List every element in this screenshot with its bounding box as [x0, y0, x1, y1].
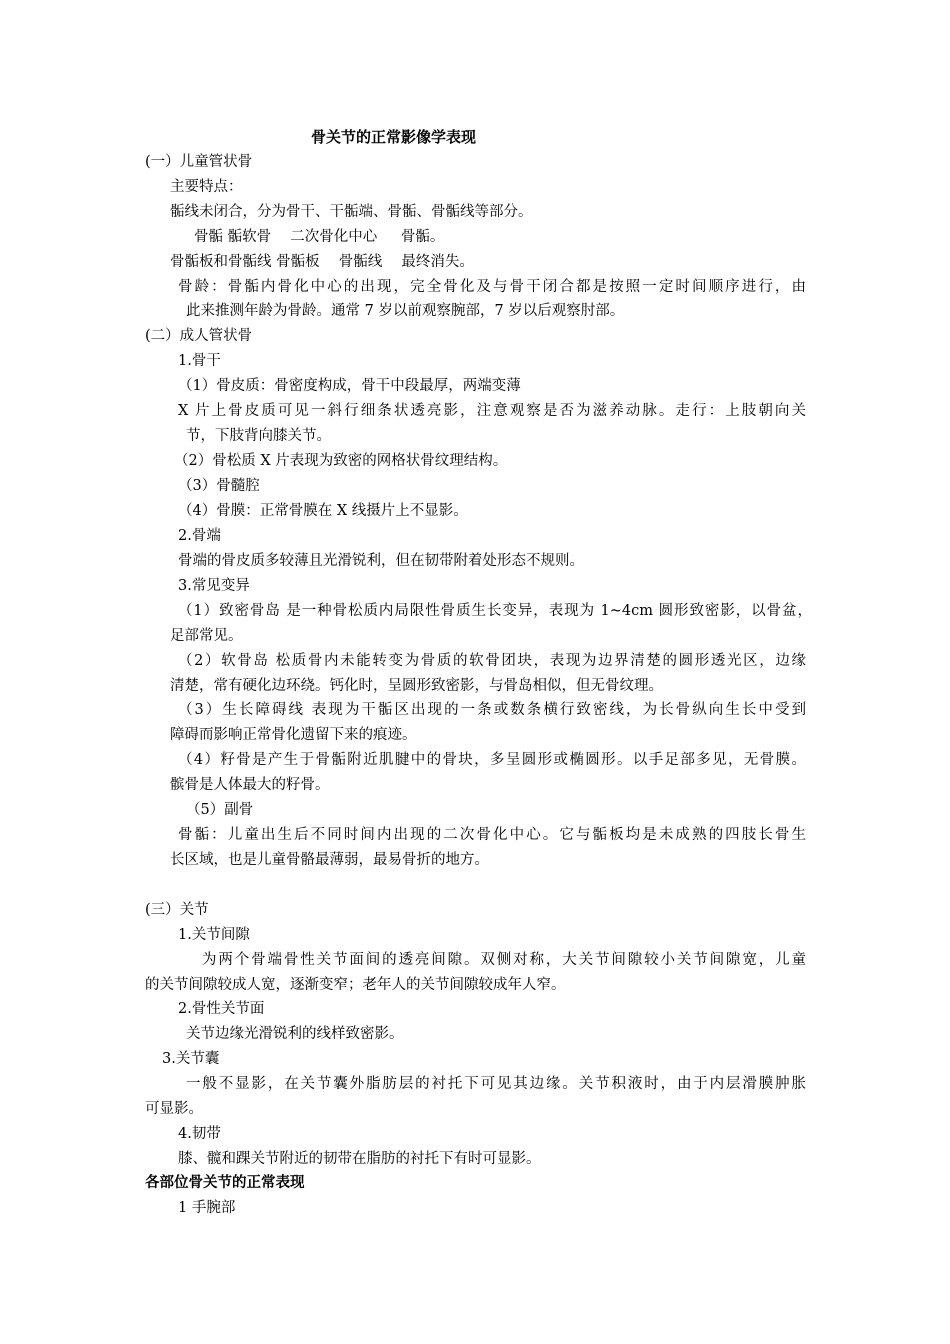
text-line: 一般不显影，在关节囊外脂肪层的衬托下可见其边缘。关节积液时，由于内层滑膜肿胀: [186, 1076, 806, 1092]
text-line: 骨骺 骺软骨 二次骨化中心 骨骺。: [194, 229, 445, 245]
text-line: 障碍而影响正常骨化遗留下来的痕迹。: [170, 727, 417, 743]
text-line: （4）籽骨是产生于骨骺附近肌腱中的骨块，多呈圆形或椭圆形。以手足部多见，无骨膜。: [178, 752, 806, 768]
text-line: 骨端的骨皮质多较薄且光滑锐利，但在韧带附着处形态不规则。: [178, 553, 584, 569]
text-line: 骨龄：骨骺内骨化中心的出现，完全骨化及与骨干闭合都是按照一定时间顺序进行，由: [178, 279, 806, 295]
text-line: 髌骨是人体最大的籽骨。: [170, 777, 330, 793]
section-heading: (三）关节: [145, 902, 209, 918]
subheading: 3.常见变异: [178, 578, 250, 594]
section-heading: (一）儿童管状骨: [145, 154, 253, 170]
text-line: 膝、髋和踝关节附近的韧带在脂肪的衬托下有时可显影。: [178, 1151, 541, 1167]
text-line: X 片上骨皮质可见一斜行细条状透亮影，注意观察是否为滋养动脉。走行：上肢朝向关: [178, 403, 806, 419]
document-title: 骨关节的正常影像学表现: [311, 128, 477, 146]
text-line: 主要特点：: [170, 179, 243, 195]
text-line: 骨骺板和骨骺线 骨骺板 骨骺线 最终消失。: [170, 254, 474, 270]
text-line: （1）致密骨岛 是一种骨松质内局限性骨质生长变异，表现为 1~4cm 圆形致密影，以骨盆，: [178, 603, 812, 619]
text-line: 为两个骨端骨性关节面间的透亮间隙。双侧对称，大关节间隙较小关节间隙宽，儿童: [202, 952, 806, 968]
subheading: 1 手腕部: [178, 1200, 236, 1216]
subheading: 4.韧带: [178, 1126, 221, 1142]
text-line: 长区域，也是儿童骨骼最薄弱，最易骨折的地方。: [170, 852, 489, 868]
section-heading: (二）成人管状骨: [145, 328, 253, 344]
text-line: （5）副骨: [186, 802, 254, 818]
text-line: 节，下肢背向膝关节。: [186, 428, 331, 444]
subheading: 2.骨端: [178, 528, 221, 544]
text-line: 关节边缘光滑锐利的线样致密影。: [186, 1026, 404, 1042]
text-line: （1）骨皮质：骨密度构成，骨干中段最厚，两端变薄: [178, 378, 521, 394]
subheading: 2.骨性关节面: [178, 1001, 265, 1017]
subheading: 1.骨干: [178, 353, 221, 369]
text-line: （4）骨膜：正常骨膜在 X 线摄片上不显影。: [178, 503, 468, 519]
text-line: （3）生长障碍线 表现为干骺区出现的一条或数条横行致密线，为长骨纵向生长中受到: [178, 702, 806, 718]
text-line: （2）骨松质 X 片表现为致密的网格状骨纹理结构。: [174, 453, 508, 469]
text-line: 骨骺：儿童出生后不同时间内出现的二次骨化中心。它与骺板均是未成熟的四肢长骨生: [178, 827, 806, 843]
text-line: 清楚，常有硬化边环绕。钙化时，呈圆形致密影，与骨岛相似，但无骨纹理。: [170, 678, 663, 694]
section-heading: 各部位骨关节的正常表现: [145, 1174, 305, 1191]
subheading: 3.关节囊: [162, 1051, 220, 1067]
text-line: 可显影。: [145, 1101, 203, 1117]
text-line: 足部常见。: [170, 628, 243, 644]
subheading: 1.关节间隙: [178, 927, 250, 943]
text-line: 骺线未闭合，分为骨干、干骺端、骨骺、骨骺线等部分。: [170, 204, 533, 220]
text-line: 的关节间隙较成人宽，逐渐变窄；老年人的关节间隙较成年人窄。: [145, 977, 566, 993]
text-line: （3）骨髓腔: [178, 478, 260, 494]
text-line: 此来推测年龄为骨龄。通常 7 岁以前观察腕部，7 岁以后观察肘部。: [186, 303, 625, 319]
text-line: （2）软骨岛 松质骨内未能转变为骨质的软骨团块，表现为边界清楚的圆形透光区，边缘: [178, 653, 806, 669]
